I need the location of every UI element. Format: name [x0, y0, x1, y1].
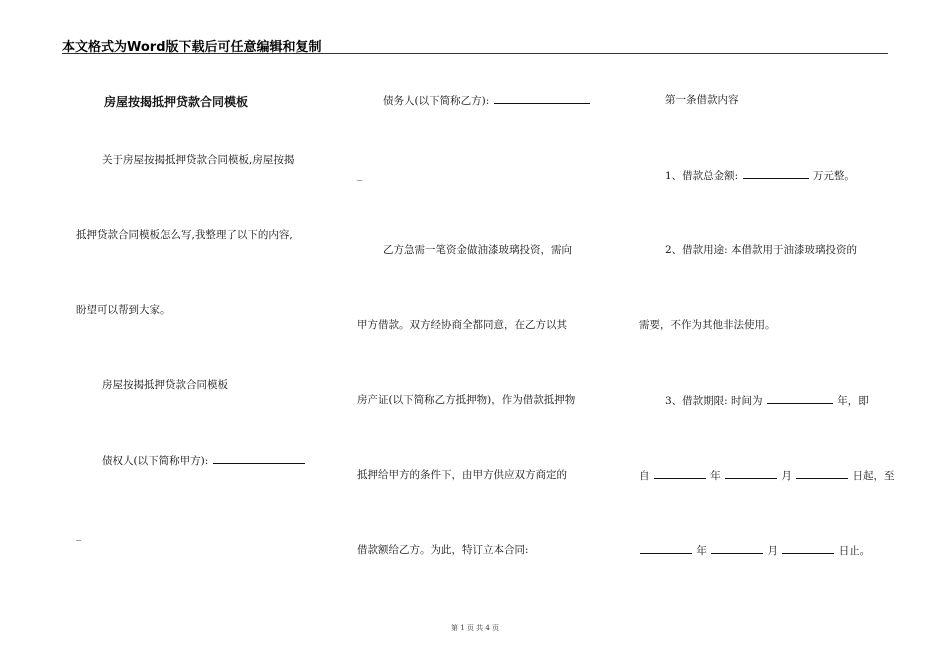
intro-line-1: 关于房屋按揭抵押贷款合同模板,房屋按揭 — [102, 154, 295, 166]
debtor-wrap: _ — [357, 169, 363, 181]
debtor-label: 债务人(以下简称乙方): — [383, 95, 490, 107]
debtor-blank — [494, 93, 590, 104]
end-year-label: 年 — [696, 545, 707, 557]
document-header: 本文格式为Word版下载后可任意编辑和复制 — [62, 40, 322, 55]
item-3-line-1 — [665, 393, 869, 408]
year-label: 年 — [710, 470, 721, 482]
item-3-line-3 — [639, 543, 870, 558]
from-label: 自 — [639, 470, 650, 482]
item-2-line-1: 2、借款用途: 本借款用于油漆玻璃投资的 — [665, 244, 858, 256]
para-line-2: 甲方借款。双方经协商全都同意，在乙方以其 — [357, 319, 567, 331]
amount-blank — [743, 168, 809, 179]
end-year-blank — [640, 543, 692, 554]
debtor-line — [383, 93, 591, 108]
page-number: 第 1 页 共 4 页 — [450, 624, 500, 632]
creditor-wrap: _ — [76, 529, 82, 541]
document-title: 房屋按揭抵押贷款合同模板 — [104, 95, 249, 109]
item-1-suffix: 万元整。 — [812, 170, 855, 182]
item-1-prefix: 1、借款总金额: — [665, 170, 739, 182]
para-line-3: 房产证(以下简称乙方抵押物)，作为借款抵押物 — [357, 394, 576, 406]
start-month-blank — [725, 468, 777, 479]
end-month-label: 月 — [767, 545, 779, 557]
item-3-line-2 — [639, 468, 895, 483]
creditor-blank — [213, 453, 305, 464]
item-2-line-2: 需要，不作为其他非法使用。 — [639, 319, 776, 331]
item-1-line — [665, 168, 855, 183]
month-label: 月 — [781, 470, 792, 482]
para-line-5: 借款额给乙方。为此，特订立本合同: — [357, 544, 529, 556]
end-month-blank — [711, 543, 763, 554]
end-label: 日止。 — [838, 545, 871, 557]
article-1-heading: 第一条借款内容 — [665, 94, 739, 106]
intro-line-2: 抵押贷款合同模板怎么写,我整理了以下的内容, — [76, 229, 293, 241]
day-from-label: 日起，至 — [852, 470, 895, 482]
creditor-line — [102, 453, 306, 468]
start-year-blank — [654, 468, 706, 479]
intro-line-3: 盼望可以帮到大家。 — [76, 304, 171, 316]
subtitle: 房屋按揭抵押贷款合同模板 — [102, 379, 228, 391]
para-line-1: 乙方急需一笔资金做油漆玻璃投资，需向 — [383, 244, 572, 256]
para-line-4: 抵押给甲方的条件下，由甲方供应双方商定的 — [357, 469, 567, 481]
header-divider — [62, 53, 888, 54]
creditor-label: 债权人(以下简称甲方): — [102, 455, 209, 467]
item-3-prefix: 3、借款期限: 时间为 — [665, 395, 763, 407]
item-3-suffix: 年，即 — [837, 395, 869, 407]
start-day-blank — [796, 468, 848, 479]
term-years-blank — [767, 393, 833, 404]
end-day-blank — [782, 543, 834, 554]
